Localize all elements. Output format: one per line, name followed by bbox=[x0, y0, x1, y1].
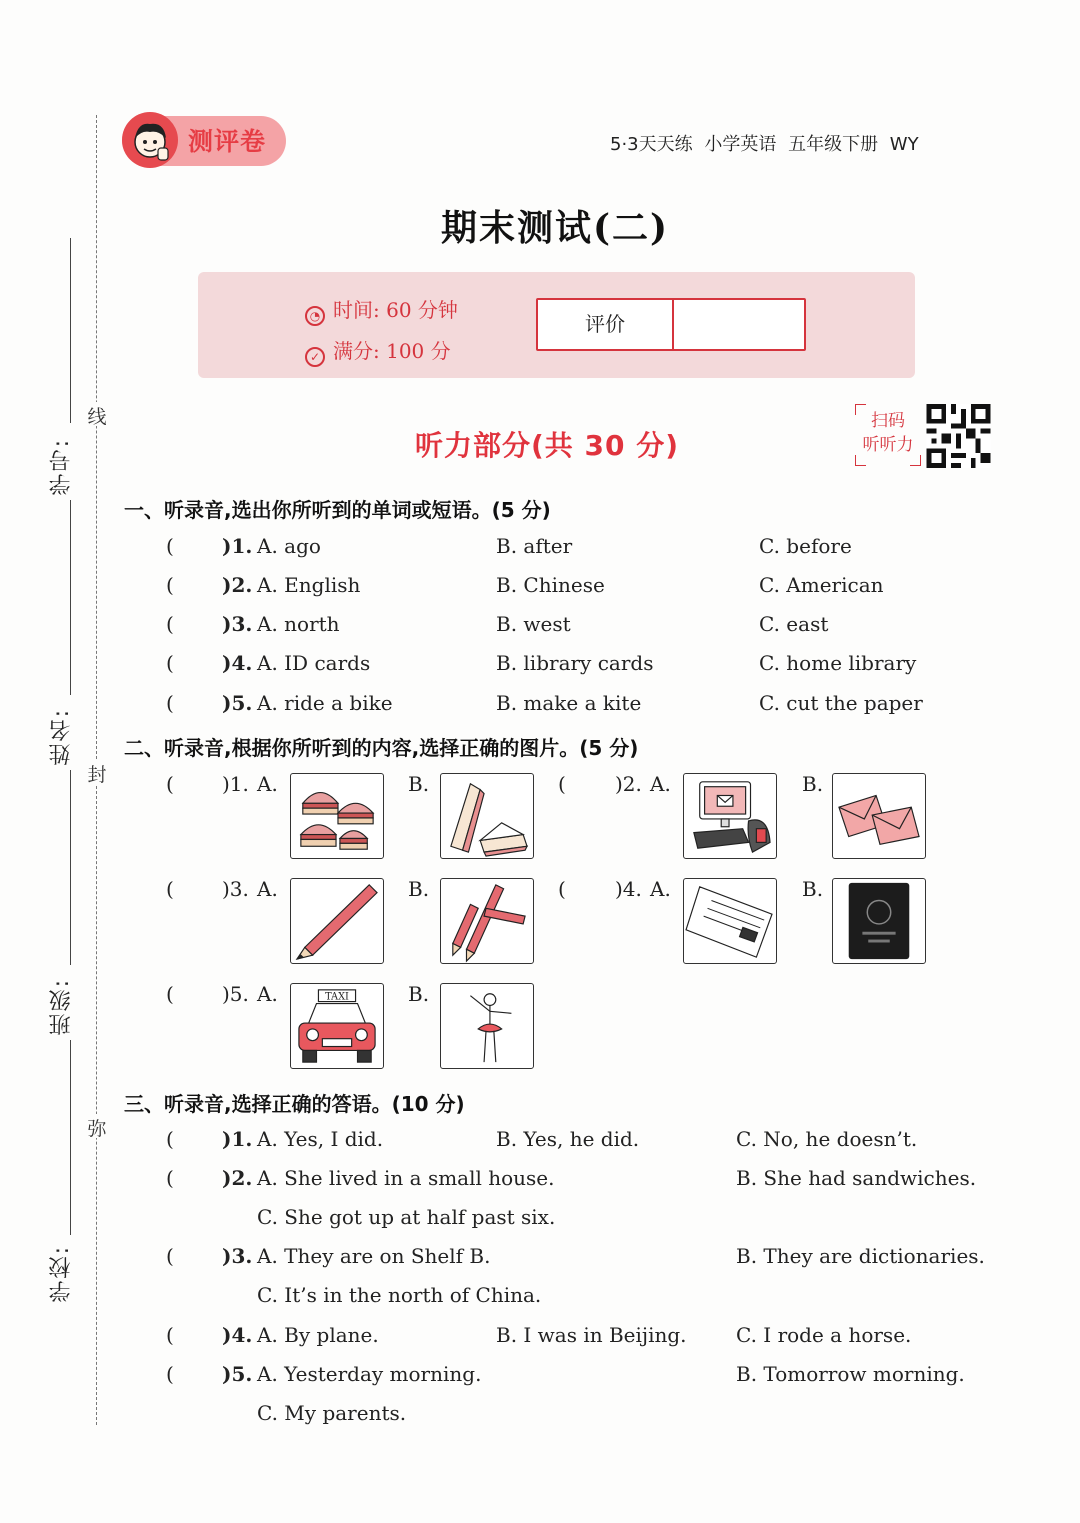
class-label: 班级: bbox=[49, 978, 74, 1036]
answer-blank[interactable]: ( bbox=[166, 1127, 174, 1151]
s1-question-number: )1. bbox=[222, 534, 253, 558]
s3-option-b: B. They are dictionaries. bbox=[736, 1244, 985, 1268]
answer-blank[interactable]: ( bbox=[166, 573, 174, 597]
school-label: 学校: bbox=[49, 1245, 74, 1303]
answer-blank[interactable]: ( bbox=[166, 1362, 174, 1386]
s1-question-number: )2. bbox=[222, 573, 253, 597]
computer-email-icon[interactable] bbox=[683, 773, 777, 859]
sandwiches-icon[interactable] bbox=[440, 773, 534, 859]
letters-icon[interactable] bbox=[832, 773, 926, 859]
section1-title: 一、听录音,选出你所听到的单词或短语。(5 分) bbox=[124, 498, 551, 522]
answer-blank[interactable]: ( bbox=[166, 651, 174, 675]
class-line[interactable] bbox=[70, 770, 71, 965]
pencils-icon[interactable] bbox=[440, 878, 534, 964]
s2-q5-b-label: B. bbox=[408, 982, 430, 1006]
answer-blank[interactable]: ( bbox=[166, 772, 174, 796]
binding-word-seal: 封 bbox=[86, 760, 108, 784]
time-text: 时间: 60 分钟 bbox=[333, 298, 458, 322]
s1-option-b: B. make a kite bbox=[496, 691, 642, 715]
s3-question-number: )3. bbox=[222, 1244, 253, 1268]
taxi-text: TAXI bbox=[325, 991, 349, 1003]
s2-q3-num: )3. bbox=[222, 877, 249, 901]
scan-line2: 听听力 bbox=[862, 435, 914, 455]
s3-option-b: B. I was in Beijing. bbox=[496, 1323, 687, 1347]
name-label: 姓名: bbox=[49, 708, 74, 766]
answer-blank[interactable]: ( bbox=[166, 1244, 174, 1268]
s3-option-c: C. No, he doesn’t. bbox=[736, 1127, 918, 1151]
s3-option-a: A. By plane. bbox=[257, 1323, 379, 1347]
s3-option-b: B. She had sandwiches. bbox=[736, 1166, 977, 1190]
s2-q3-b-label: B. bbox=[408, 877, 430, 901]
s2-q4-b-label: B. bbox=[802, 877, 824, 901]
scan-prompt bbox=[855, 404, 921, 466]
ticket-icon[interactable] bbox=[683, 878, 777, 964]
name-line[interactable] bbox=[70, 500, 71, 695]
s3-option-b: B. Tomorrow morning. bbox=[736, 1362, 965, 1386]
taxi-icon[interactable] bbox=[290, 983, 384, 1069]
evaluation-label: 评价 bbox=[538, 300, 674, 349]
hamburgers-icon[interactable] bbox=[290, 773, 384, 859]
s1-option-a: A. ride a bike bbox=[257, 691, 393, 715]
answer-blank[interactable]: ( bbox=[558, 772, 566, 796]
s3-question-number: )4. bbox=[222, 1323, 253, 1347]
s1-option-c: C. home library bbox=[759, 651, 917, 675]
s3-option-c: C. She got up at half past six. bbox=[257, 1205, 556, 1229]
listening-heading: 听力部分(共 30 分) bbox=[415, 429, 680, 462]
s3-option-a: A. She lived in a small house. bbox=[257, 1166, 555, 1190]
answer-blank[interactable]: ( bbox=[166, 691, 174, 715]
page-title: 期末测试(二) bbox=[440, 207, 670, 249]
ballet-dancer-icon[interactable] bbox=[440, 983, 534, 1069]
evaluation-box bbox=[536, 298, 806, 351]
section3-title: 三、听录音,选择正确的答语。(10 分) bbox=[124, 1092, 465, 1116]
score-text: 满分: 100 分 bbox=[333, 339, 451, 363]
s3-question-number: )1. bbox=[222, 1127, 253, 1151]
qr-code-icon[interactable] bbox=[926, 404, 991, 468]
s1-option-b: B. west bbox=[496, 612, 571, 636]
mascot-icon bbox=[122, 112, 178, 168]
s1-question-number: )5. bbox=[222, 691, 253, 715]
passport-icon[interactable] bbox=[832, 878, 926, 964]
section2-title: 二、听录音,根据你所听到的内容,选择正确的图片。(5 分) bbox=[124, 736, 639, 760]
answer-blank[interactable]: ( bbox=[166, 534, 174, 558]
s1-option-c: C. American bbox=[759, 573, 884, 597]
score-row bbox=[305, 335, 451, 367]
s1-option-b: B. after bbox=[496, 534, 573, 558]
s3-option-a: A. Yesterday morning. bbox=[257, 1362, 482, 1386]
s2-q1-a-label: A. bbox=[257, 772, 278, 796]
s2-q2-b-label: B. bbox=[802, 772, 824, 796]
binding-word-line: 线 bbox=[86, 402, 108, 426]
s2-q4-num: )4. bbox=[615, 877, 642, 901]
s2-q4-a-label: A. bbox=[650, 877, 671, 901]
s3-option-c: C. I rode a horse. bbox=[736, 1323, 912, 1347]
s1-option-c: C. before bbox=[759, 534, 852, 558]
badge-label: 测评卷 bbox=[188, 127, 267, 156]
evaluation-value[interactable] bbox=[674, 300, 804, 349]
answer-blank[interactable]: ( bbox=[166, 982, 174, 1006]
answer-blank[interactable]: ( bbox=[166, 877, 174, 901]
s2-q1-num: )1. bbox=[222, 772, 249, 796]
s2-q2-num: )2. bbox=[615, 772, 642, 796]
s1-question-number: )4. bbox=[222, 651, 253, 675]
s1-option-a: A. ID cards bbox=[257, 651, 371, 675]
pencil-icon[interactable] bbox=[290, 878, 384, 964]
s3-question-number: )2. bbox=[222, 1166, 253, 1190]
s1-option-b: B. Chinese bbox=[496, 573, 605, 597]
student-no-line[interactable] bbox=[70, 238, 71, 423]
answer-blank[interactable]: ( bbox=[166, 1166, 174, 1190]
s1-option-c: C. cut the paper bbox=[759, 691, 923, 715]
answer-blank[interactable]: ( bbox=[166, 1323, 174, 1347]
s2-q5-a-label: A. bbox=[257, 982, 278, 1006]
s3-question-number: )5. bbox=[222, 1362, 253, 1386]
s1-option-a: A. north bbox=[257, 612, 340, 636]
s3-option-b: B. Yes, he did. bbox=[496, 1127, 640, 1151]
s3-option-a: A. They are on Shelf B. bbox=[257, 1244, 491, 1268]
binding-word-fill: 弥 bbox=[86, 1114, 108, 1138]
s2-q3-a-label: A. bbox=[257, 877, 278, 901]
time-row bbox=[305, 294, 458, 326]
clock-icon: ◔ bbox=[305, 306, 325, 326]
scan-line1: 扫码 bbox=[871, 411, 905, 431]
s3-option-c: C. It’s in the north of China. bbox=[257, 1283, 542, 1307]
s2-q2-a-label: A. bbox=[650, 772, 671, 796]
s2-q5-num: )5. bbox=[222, 982, 249, 1006]
s1-option-b: B. library cards bbox=[496, 651, 654, 675]
school-line[interactable] bbox=[70, 1040, 71, 1235]
s3-option-a: A. Yes, I did. bbox=[257, 1127, 384, 1151]
answer-blank[interactable]: ( bbox=[166, 612, 174, 636]
s3-option-c: C. My parents. bbox=[257, 1401, 407, 1425]
s1-option-c: C. east bbox=[759, 612, 829, 636]
s1-option-a: A. ago bbox=[257, 534, 321, 558]
answer-blank[interactable]: ( bbox=[558, 877, 566, 901]
s2-q1-b-label: B. bbox=[408, 772, 430, 796]
check-icon: ✓ bbox=[305, 347, 325, 367]
series-title: 5·3天天练 小学英语 五年级下册 WY bbox=[610, 134, 919, 155]
s1-question-number: )3. bbox=[222, 612, 253, 636]
s1-option-a: A. English bbox=[257, 573, 361, 597]
student-no-label: 学号: bbox=[49, 438, 74, 496]
